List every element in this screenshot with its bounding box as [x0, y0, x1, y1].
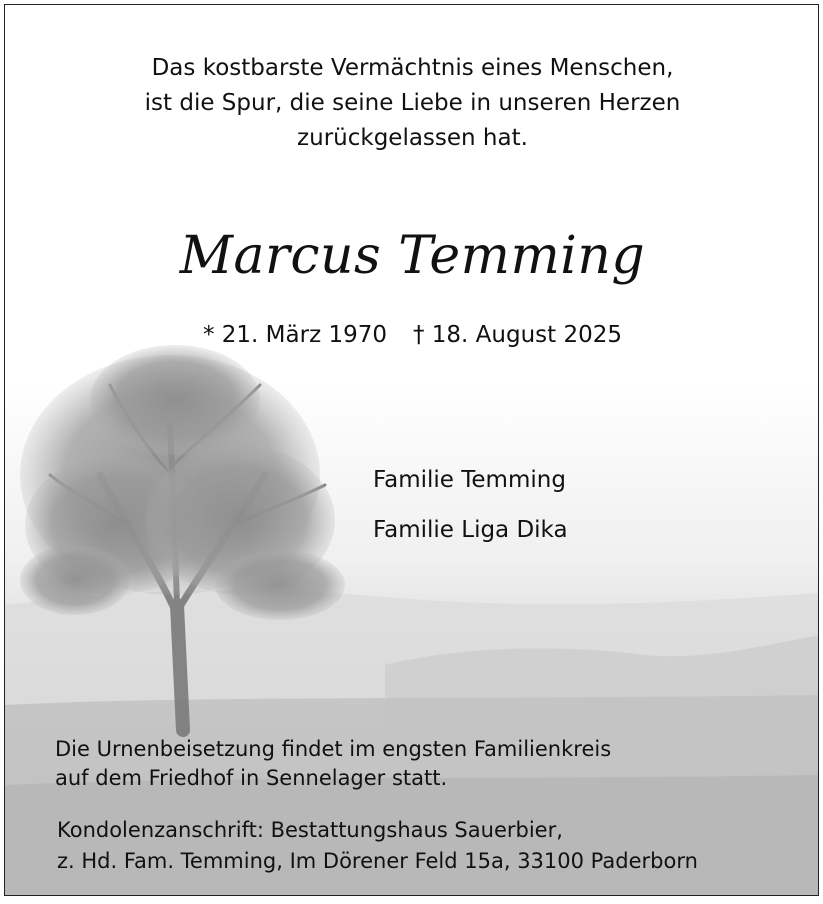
mourning-families	[373, 455, 568, 555]
condolence-address	[57, 815, 698, 877]
memorial-quote	[5, 51, 819, 156]
life-dates	[5, 318, 819, 352]
quote-line: zurückgelassen hat.	[297, 125, 528, 151]
obituary-notice	[4, 4, 819, 896]
burial-info-line: auf dem Friedhof in Sennelager statt.	[55, 766, 448, 790]
birth-date: * 21. März 1970	[202, 322, 387, 348]
deceased-name: Marcus Temming	[179, 226, 646, 286]
family-name: Familie Temming	[373, 467, 566, 493]
burial-info-line: Die Urnenbeisetzung findet im engsten Familienkreis	[55, 737, 612, 761]
quote-line: ist die Spur, die seine Liebe in unseren Herzen	[144, 90, 681, 116]
family-name: Familie Liga Dika	[373, 517, 568, 543]
condolence-line: z. Hd. Fam. Temming, Im Dörener Feld 15a, 33100 Paderborn	[57, 849, 698, 873]
condolence-line: Kondolenzanschrift: Bestattungshaus Sauerbier,	[57, 818, 563, 842]
burial-info	[55, 735, 611, 793]
death-date: † 18. August 2025	[412, 322, 623, 348]
quote-line: Das kostbarste Vermächtnis eines Menschen,	[151, 55, 674, 81]
